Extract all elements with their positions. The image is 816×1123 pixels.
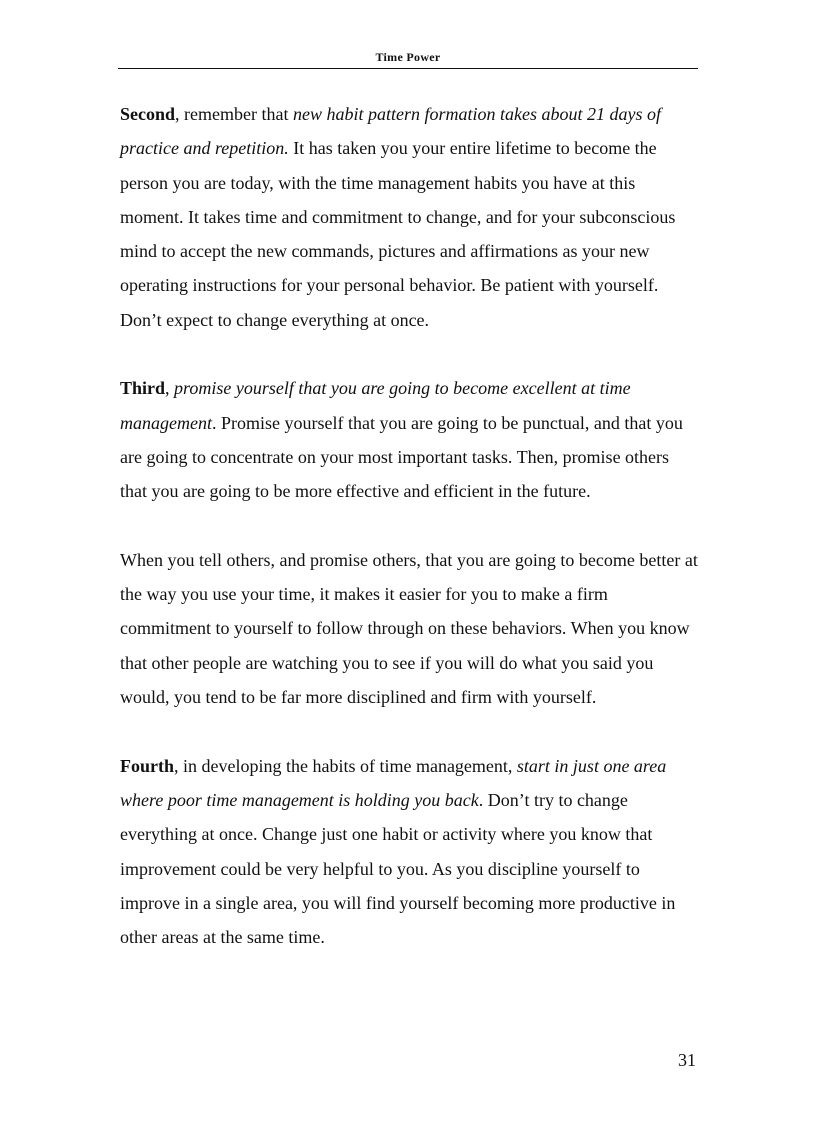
paragraph-text: It has taken you your entire lifetime to become the person you are today, with the time management habits you have at this moment. It takes time and commitment to change, and for your subconscious mind to accept the new commands, pictures and affirmations as your new operating instructions for your personal behavior. Be patient with yourself. Don’t expect to change everything at once. xyxy=(120,138,676,330)
paragraph-promise-others: When you tell others, and promise others, that you are going to become better at the way you use your time, it makes it easier for you to make a firm commitment to yourself to follow through on these behaviors. When you know that other people are watching you to see if you will do what you said you would, you tend to be far more disciplined and firm with yourself. xyxy=(120,549,698,708)
paragraph-text: . Don’t try to change everything at once. Change just one habit or activity where you know that improvement could be very helpful to you. As you discipline yourself to improve in a single area, you will find yourself becoming more productive in other areas at the same time. xyxy=(120,789,676,948)
paragraph-lead: Second xyxy=(120,104,176,124)
paragraph-lead: Fourth xyxy=(120,755,174,776)
paragraph-second xyxy=(120,97,700,337)
paragraph-emphasis: promise yourself that you are going to become excellent at time management xyxy=(120,378,631,433)
paragraph-text: . Promise yourself that you are going to be punctual, and that you are going to concentrate on your most important tasks. Then, promise others that you are going to be more effective and efficient in the future. xyxy=(120,412,683,502)
paragraph-emphasis: start in just one area where poor time management is holding you back xyxy=(120,755,667,810)
page-body xyxy=(120,97,700,989)
paragraph-third xyxy=(120,371,700,508)
paragraph-text: , remember that xyxy=(175,104,293,124)
paragraph-emphasis: new habit pattern formation takes about 21 days of practice and repetition. xyxy=(120,104,661,159)
paragraph-lead: Third xyxy=(120,378,166,399)
paragraph-text: , xyxy=(165,378,175,399)
page-number: 31 xyxy=(678,1050,696,1070)
paragraph-fourth xyxy=(120,749,700,955)
paragraph-text: , in developing the habits of time management, xyxy=(174,755,517,776)
running-header: Time Power xyxy=(375,50,441,64)
header-rule xyxy=(118,68,698,69)
